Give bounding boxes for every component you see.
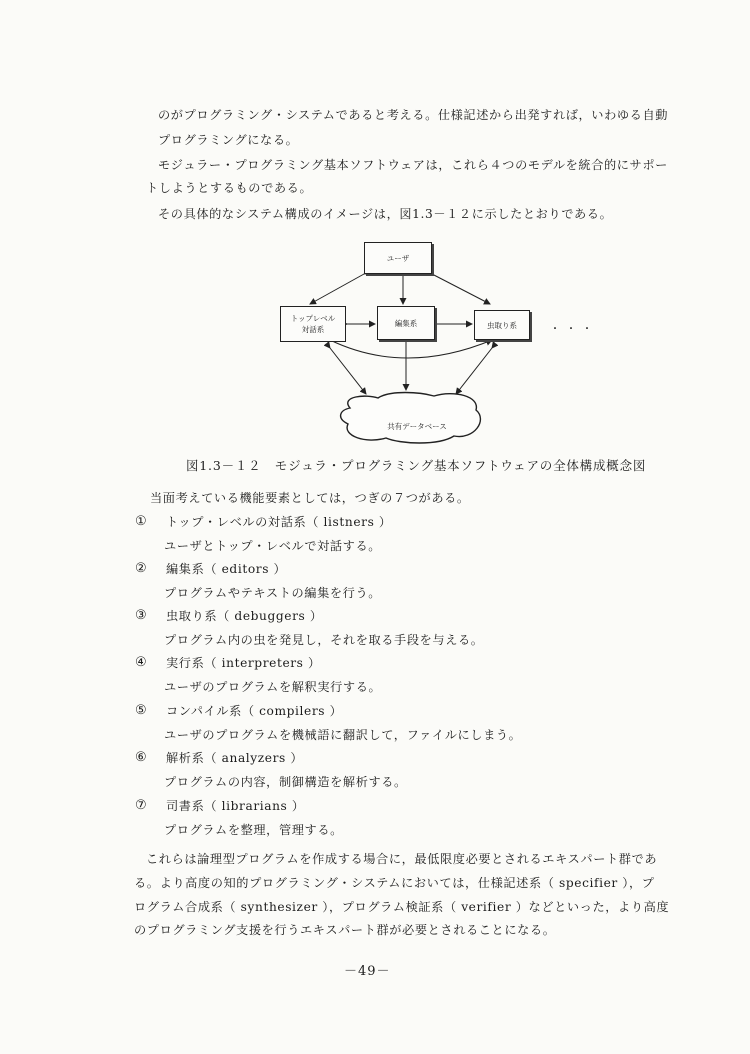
system-diagram bbox=[270, 236, 600, 452]
debugger-box: 虫取り系 bbox=[474, 310, 530, 340]
item-7-title: 司書系（ librarians ） bbox=[166, 799, 305, 813]
item-6-title: 解析系（ analyzers ） bbox=[166, 751, 304, 765]
shared-database-label: 共有データベース bbox=[387, 422, 447, 431]
item-4-title: 実行系（ interpreters ） bbox=[166, 656, 321, 670]
item-4-number: ④ bbox=[135, 655, 147, 670]
item-5-number: ⑤ bbox=[135, 703, 147, 718]
intro-line-1: のがプログラミング・システムであると考える。仕様記述から出発すれば，いわゆる自動 bbox=[158, 108, 669, 122]
toplevel-dialogue-box bbox=[280, 306, 346, 342]
editor-box: 編集系 bbox=[377, 306, 435, 340]
diagram-ellipsis: ・・・ bbox=[550, 324, 598, 335]
item-3-number: ③ bbox=[135, 608, 147, 623]
closing-line-3: ログラム合成系（ synthesizer ），プログラム検証系（ verifier ）などといった，より高度 bbox=[134, 900, 670, 914]
item-3-desc: プログラム内の虫を発見し，それを取る手段を与える。 bbox=[164, 633, 484, 647]
item-7-desc: プログラムを整理，管理する。 bbox=[164, 823, 343, 837]
item-6-number: ⑥ bbox=[135, 750, 147, 765]
elements-intro: 当面考えている機能要素としては，つぎの７つがある。 bbox=[150, 491, 470, 505]
item-1-title: トップ・レベルの対話系（ listners ） bbox=[166, 515, 392, 529]
intro-line-4: トしようとするものである。 bbox=[146, 181, 313, 195]
item-5-desc: ユーザのプログラムを機械語に翻訳して，ファイルにしまう。 bbox=[164, 728, 522, 742]
item-3-title: 虫取り系（ debuggers ） bbox=[166, 609, 323, 623]
item-1-desc: ユーザとトップ・レベルで対話する。 bbox=[164, 539, 382, 553]
item-2-title: 編集系（ editors ） bbox=[166, 562, 287, 576]
item-1-number: ① bbox=[135, 514, 147, 529]
closing-line-2: る。より高度の知的プログラミング・システムにおいては，仕様記述系（ specifier ），プ bbox=[134, 876, 655, 890]
toplevel-box-line-2: 対話系 bbox=[301, 325, 325, 334]
toplevel-box-line-1: トップレベル bbox=[290, 314, 336, 323]
diagram-arrows bbox=[270, 236, 600, 452]
closing-line-1: これらは論理型プログラムを作成する場合に，最低限度必要とされるエキスパート群であ bbox=[146, 852, 658, 866]
intro-line-5: その具体的なシステム構成のイメージは，図1.3－１２に示したとおりである。 bbox=[158, 207, 613, 221]
item-2-desc: プログラムやテキストの編集を行う。 bbox=[164, 586, 382, 600]
figure-caption: 図1.3－１２ モジュラ・プログラミング基本ソフトウェアの全体構成概念図 bbox=[186, 458, 647, 473]
user-box: ユーザ bbox=[364, 242, 432, 274]
item-4-desc: ユーザのプログラムを解釈実行する。 bbox=[164, 680, 382, 694]
item-7-number: ⑦ bbox=[135, 798, 147, 813]
item-6-desc: プログラムの内容，制御構造を解析する。 bbox=[164, 775, 407, 789]
intro-line-2: プログラミングになる。 bbox=[158, 133, 299, 147]
intro-line-3: モジュラー・プログラミング基本ソフトウェアは，これら４つのモデルを統合的にサポー bbox=[158, 158, 668, 172]
closing-line-4: のプログラミング支援を行うエキスパート群が必要とされることになる。 bbox=[134, 923, 556, 937]
item-5-title: コンパイル系（ compilers ） bbox=[166, 704, 343, 718]
item-2-number: ② bbox=[135, 561, 147, 576]
page-number: －49－ bbox=[344, 964, 391, 979]
